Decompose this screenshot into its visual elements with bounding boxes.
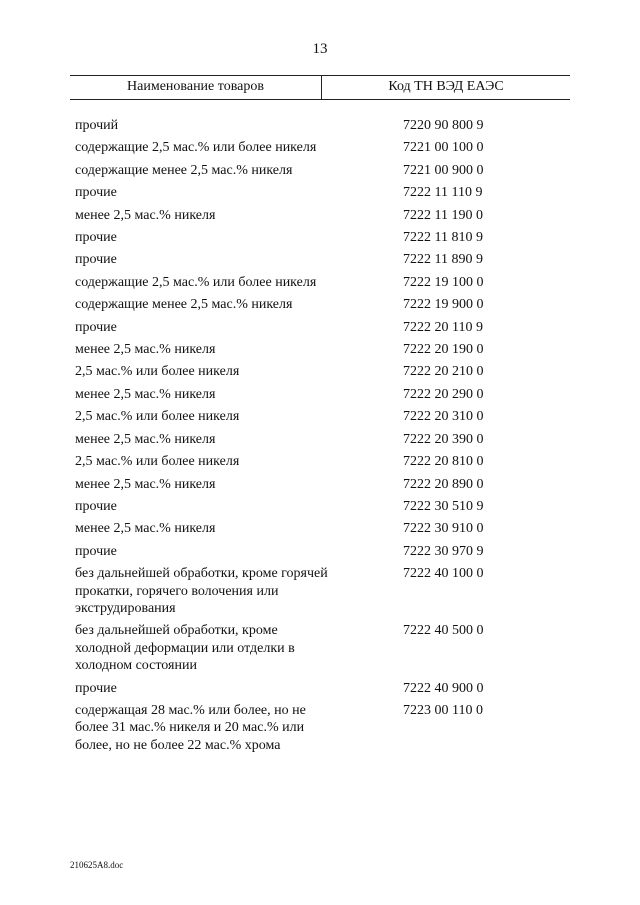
- tn-ved-code-cell: 7222 20 890 0: [403, 476, 484, 492]
- table-row: [0, 296, 640, 313]
- tn-ved-code-cell: 7220 90 800 9: [403, 118, 484, 133]
- product-name-cell: 2,5 мас.% или более никеля: [75, 364, 240, 380]
- table-row: [0, 498, 640, 515]
- tn-ved-code-cell: 7222 19 900 0: [403, 297, 484, 313]
- tn-ved-code-cell: 7222 20 290 0: [403, 386, 484, 402]
- table-row: [0, 251, 640, 268]
- tn-ved-code-cell: 7222 11 890 9: [403, 252, 483, 268]
- table-row: [0, 565, 640, 617]
- product-name-cell: прочие: [75, 543, 117, 559]
- product-name-cell: 2,5 мас.% или более никеля: [75, 454, 240, 470]
- product-name-cell: содержащая 28 мас.% или более, но не более 31 мас.% никеля и 20 мас.% или более, но не более 22 мас.% хрома: [75, 702, 306, 753]
- product-name-cell: прочие: [75, 185, 117, 201]
- table-row: [0, 229, 640, 246]
- table-row: [0, 139, 640, 156]
- table-row: [0, 386, 640, 403]
- tn-ved-code-cell: 7223 00 110 0: [403, 702, 483, 718]
- tn-ved-code-cell: 7222 11 190 0: [403, 207, 483, 223]
- page-number: 13: [312, 41, 328, 57]
- product-name-cell: 2,5 мас.% или более никеля: [75, 409, 240, 425]
- table-row: [0, 543, 640, 560]
- column-header-code: Код ТН ВЭД ЕАЭС: [388, 79, 504, 94]
- table-row: [0, 476, 640, 493]
- table-row: [0, 117, 640, 134]
- product-name-cell: без дальнейшей обработки, кроме холодной деформации или отделки в холодном состоянии: [75, 623, 295, 674]
- product-name-cell: прочий: [75, 118, 119, 133]
- table-row: [0, 363, 640, 380]
- product-name-cell: менее 2,5 мас.% никеля: [75, 342, 216, 358]
- product-name-cell: без дальнейшей обработки, кроме горячей прокатки, горячего волочения или экструдирования: [75, 566, 328, 616]
- product-name-cell: содержащие 2,5 мас.% или более никеля: [75, 140, 317, 156]
- product-name-cell: менее 2,5 мас.% никеля: [75, 476, 216, 492]
- product-name-cell: прочие: [75, 680, 117, 696]
- tn-ved-code-cell: 7222 20 190 0: [403, 342, 484, 358]
- table-body: [0, 117, 640, 759]
- table-row: [0, 162, 640, 179]
- column-header-name: Наименование товаров: [127, 79, 264, 94]
- table-row: [0, 520, 640, 537]
- table-row: [0, 184, 640, 201]
- tn-ved-code-cell: 7222 40 100 0: [403, 566, 484, 582]
- tn-ved-code-cell: 7222 40 900 0: [403, 680, 484, 696]
- product-name-cell: менее 2,5 мас.% никеля: [75, 521, 216, 537]
- table-header-top-rule: [70, 75, 570, 76]
- tn-ved-code-cell: 7222 30 970 9: [403, 543, 484, 559]
- table-row: [0, 622, 640, 674]
- table-row: [0, 702, 640, 754]
- table-row: [0, 408, 640, 425]
- tn-ved-code-cell: 7221 00 900 0: [403, 162, 484, 178]
- product-name-cell: прочие: [75, 230, 117, 246]
- product-name-cell: прочие: [75, 319, 117, 335]
- footer-file-name: 210625A8.doc: [70, 860, 124, 870]
- table-row: [0, 431, 640, 448]
- tn-ved-code-cell: 7221 00 100 0: [403, 140, 484, 156]
- table-header-bottom-rule: [70, 99, 570, 100]
- tn-ved-code-cell: 7222 20 390 0: [403, 431, 484, 447]
- tn-ved-code-cell: 7222 11 110 9: [403, 185, 483, 201]
- product-name-cell: содержащие менее 2,5 мас.% никеля: [75, 162, 293, 178]
- tn-ved-code-cell: 7222 19 100 0: [403, 274, 484, 290]
- product-name-cell: содержащие 2,5 мас.% или более никеля: [75, 274, 317, 290]
- product-name-cell: менее 2,5 мас.% никеля: [75, 431, 216, 447]
- table-row: [0, 207, 640, 224]
- table-row: [0, 274, 640, 291]
- tn-ved-code-cell: 7222 20 110 9: [403, 319, 483, 335]
- tn-ved-code-cell: 7222 11 810 9: [403, 230, 483, 246]
- product-name-cell: прочие: [75, 252, 117, 268]
- tn-ved-code-cell: 7222 20 210 0: [403, 364, 484, 380]
- tn-ved-code-cell: 7222 30 910 0: [403, 521, 484, 537]
- product-name-cell: менее 2,5 мас.% никеля: [75, 207, 216, 223]
- product-name-cell: содержащие менее 2,5 мас.% никеля: [75, 297, 293, 313]
- product-name-cell: менее 2,5 мас.% никеля: [75, 386, 216, 402]
- tn-ved-code-cell: 7222 20 310 0: [403, 409, 484, 425]
- table-row: [0, 680, 640, 697]
- tn-ved-code-cell: 7222 40 500 0: [403, 623, 484, 639]
- table-row: [0, 319, 640, 336]
- table-row: [0, 453, 640, 470]
- product-name-cell: прочие: [75, 498, 117, 514]
- tn-ved-code-cell: 7222 30 510 9: [403, 498, 484, 514]
- tn-ved-code-cell: 7222 20 810 0: [403, 454, 484, 470]
- table-row: [0, 341, 640, 358]
